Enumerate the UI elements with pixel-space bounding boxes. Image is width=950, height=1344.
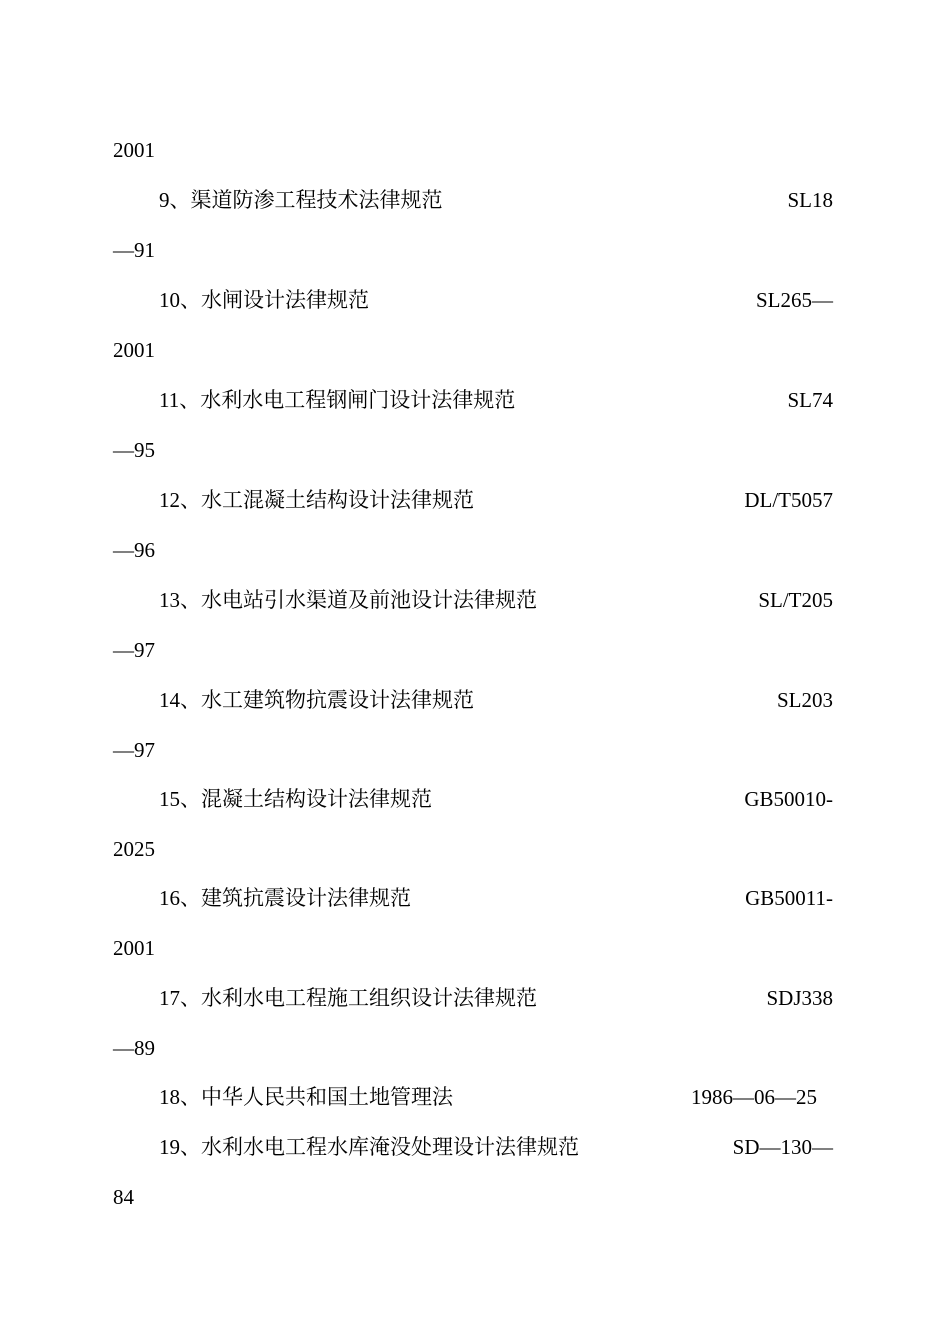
continuation-text: 2001 (113, 138, 155, 162)
continuation-text: 84 (113, 1185, 134, 1209)
item-title: 16、建筑抗震设计法律规范 (159, 886, 411, 910)
item-date: 1986—06—25 (691, 1085, 817, 1109)
item-code: SL74 (787, 388, 833, 412)
item-title: 14、水工建筑物抗震设计法律规范 (159, 688, 474, 712)
list-item (113, 983, 833, 1013)
item-code: SL265— (755, 288, 833, 312)
continuation-text: —91 (113, 238, 155, 262)
continuation-line (113, 335, 833, 365)
list-item (113, 685, 833, 715)
item-code: GB50011- (745, 886, 833, 910)
continuation-line (113, 635, 833, 665)
item-title: 10、水闸设计法律规范 (159, 288, 369, 312)
continuation-text: —97 (113, 638, 155, 662)
continuation-line (113, 1033, 833, 1063)
continuation-line (113, 834, 833, 864)
continuation-text: —95 (113, 438, 155, 462)
item-code: SD—130— (732, 1135, 833, 1159)
item-code: SL/T205 (758, 588, 833, 612)
continuation-line (113, 435, 833, 465)
item-code: SL18 (787, 188, 833, 212)
item-title: 9、渠道防渗工程技术法律规范 (159, 188, 443, 212)
list-item (113, 485, 833, 515)
continuation-text: —89 (113, 1036, 155, 1060)
list-item (113, 883, 833, 913)
list-item (113, 784, 833, 814)
continuation-text: —97 (113, 738, 155, 762)
list-item (113, 585, 833, 615)
continuation-line (113, 535, 833, 565)
item-code: SDJ338 (766, 986, 833, 1010)
continuation-line (113, 1182, 833, 1212)
list-item (113, 285, 833, 315)
continuation-line (113, 235, 833, 265)
item-title: 17、水利水电工程施工组织设计法律规范 (159, 986, 537, 1010)
item-title: 12、水工混凝土结构设计法律规范 (159, 488, 474, 512)
item-title: 11、水利水电工程钢闸门设计法律规范 (159, 388, 516, 412)
list-item (113, 1082, 833, 1112)
continuation-line (113, 933, 833, 963)
item-title: 13、水电站引水渠道及前池设计法律规范 (159, 588, 537, 612)
continuation-text: 2001 (113, 338, 155, 362)
continuation-text: —96 (113, 538, 155, 562)
continuation-text: 2001 (113, 936, 155, 960)
item-title: 19、水利水电工程水库淹没处理设计法律规范 (159, 1135, 579, 1159)
item-title: 15、混凝土结构设计法律规范 (159, 787, 432, 811)
item-code: GB50010- (744, 787, 833, 811)
continuation-text: 2025 (113, 837, 155, 861)
list-item (113, 185, 833, 215)
item-code: SL203 (776, 688, 833, 712)
continuation-line (113, 735, 833, 765)
item-title: 18、中华人民共和国土地管理法 (159, 1085, 453, 1109)
item-code: DL/T5057 (744, 488, 833, 512)
continuation-line (113, 135, 833, 165)
list-item (113, 385, 833, 415)
list-item (113, 1132, 833, 1162)
